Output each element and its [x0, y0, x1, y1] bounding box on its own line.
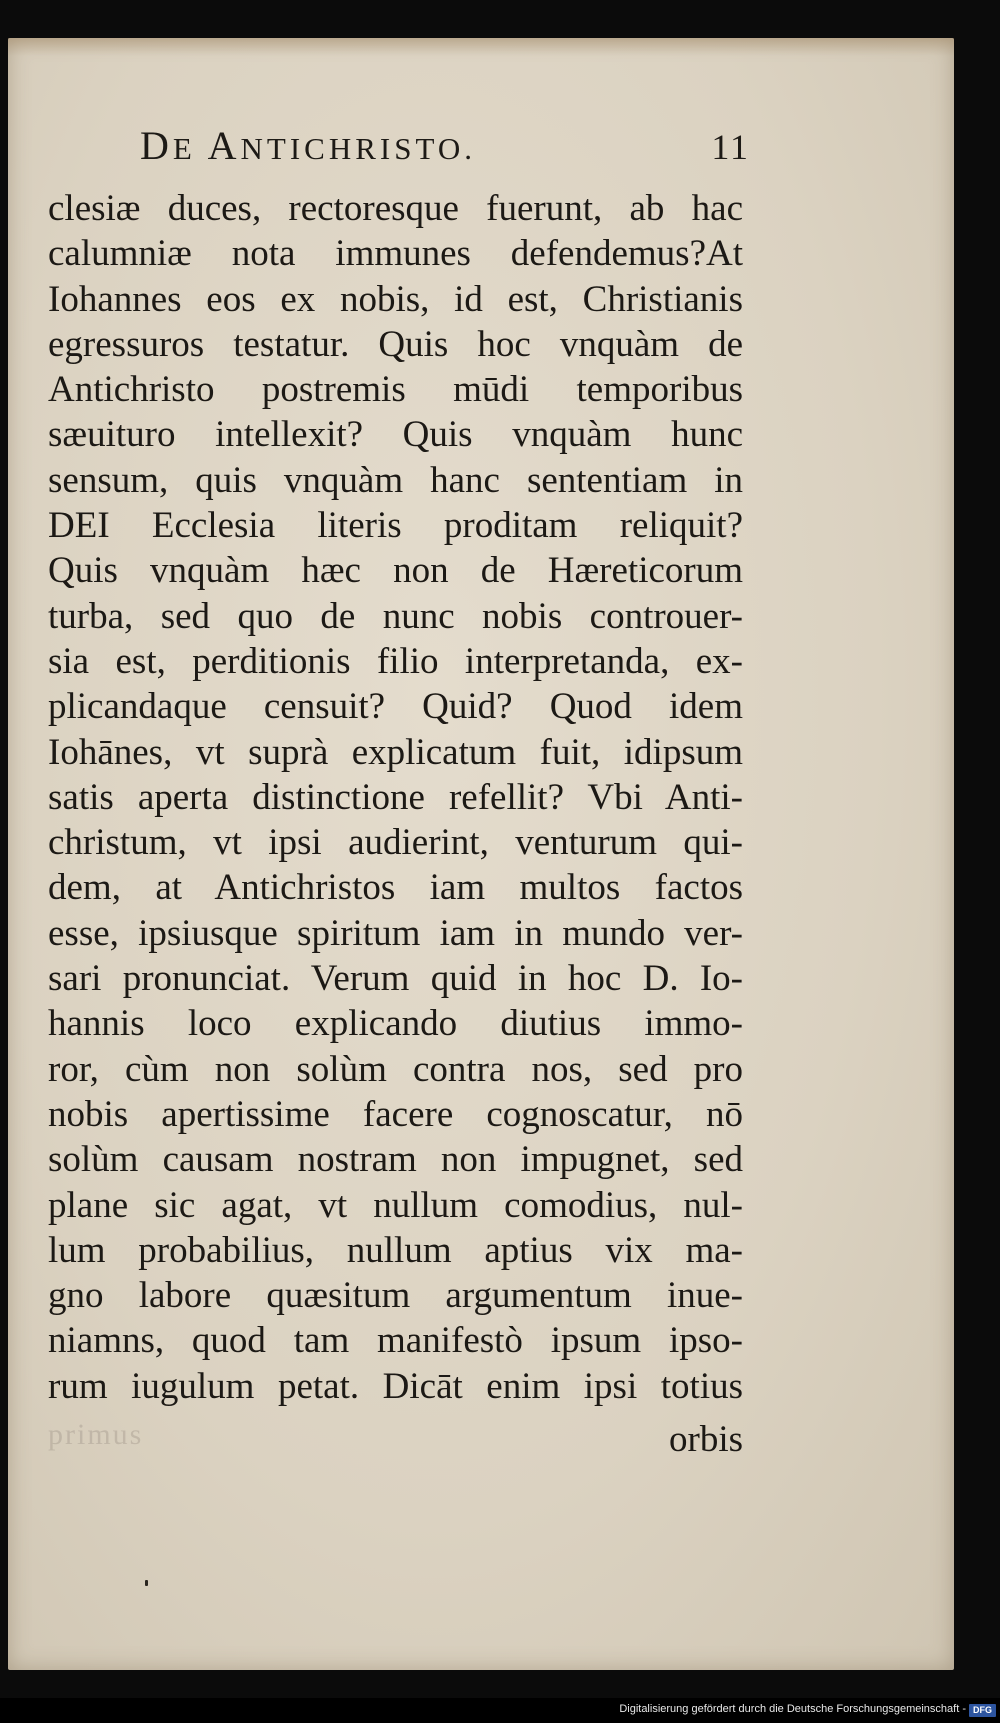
text-line: DEI Ecclesia literis proditam reliquit? [48, 505, 743, 547]
text-line: dem, at Antichristos iam multos factos [48, 867, 743, 909]
catchword: orbis [669, 1419, 743, 1460]
text-line: esse, ipsiusque spiritum iam in mundo ver- [48, 912, 743, 954]
ink-speck [145, 1580, 148, 1586]
text-line: sia est, perditionis filio interpretanda, ex- [48, 640, 743, 682]
text-line: Iohānes, vt suprà explicatum fuit, idipsum [48, 731, 743, 773]
text-line: rum iugulum petat. Dicāt enim ipsi totius [48, 1365, 743, 1407]
running-head-title: DE ANTICHRISTO. [140, 123, 476, 168]
running-head [140, 122, 750, 182]
dfg-logo-icon: DFG [969, 1704, 996, 1717]
text-line: ror, cùm non solùm contra nos, sed pro [48, 1048, 743, 1090]
text-line: turba, sed quo de nunc nobis controuer- [48, 595, 743, 637]
text-line: sæuituro intellexit? Quis vnquàm hunc [48, 414, 743, 456]
text-line: hannis loco explicando diutius immo- [48, 1003, 743, 1045]
page-top-edge-shadow [8, 38, 954, 56]
show-through-text: primus [48, 1418, 144, 1451]
text-line: clesiæ duces, rectoresque fuerunt, ab hac [48, 188, 743, 229]
text-line: plicandaque censuit? Quid? Quod idem [48, 686, 743, 728]
text-line: christum, vt ipsi audierint, venturum qui- [48, 822, 743, 864]
footer-credit: Digitalisierung gefördert durch die Deutsche Forschungsgemeinschaft - [619, 1703, 966, 1715]
text-line: Quis vnquàm hæc non de Hæreticorum [48, 550, 743, 592]
text-line: egressuros testatur. Quis hoc vnquàm de [48, 323, 743, 365]
text-line: satis aperta distinctione refellit? Vbi Anti- [48, 776, 743, 818]
body-text [48, 186, 743, 1409]
text-line: nobis apertissime facere cognoscatur, nō [48, 1093, 743, 1135]
text-line: solùm causam nostram non impugnet, sed [48, 1139, 743, 1181]
text-line: Iohannes eos ex nobis, id est, Christianis [48, 278, 743, 320]
text-line: lum probabilius, nullum aptius vix ma- [48, 1229, 743, 1271]
text-line: gno labore quæsitum argumentum inue- [48, 1275, 743, 1317]
text-line: calumniæ nota immunes defendemus?At [48, 233, 743, 275]
text-line: sari pronunciat. Verum quid in hoc D. Io- [48, 958, 743, 1000]
page-number: 11 [711, 127, 750, 167]
text-line: plane sic agat, vt nullum comodius, nul- [48, 1184, 743, 1226]
text-line: niamns, quod tam manifestò ipsum ipso- [48, 1320, 743, 1362]
text-line: sensum, quis vnquàm hanc sententiam in [48, 459, 743, 501]
text-line: Antichristo postremis mūdi temporibus [48, 369, 743, 411]
